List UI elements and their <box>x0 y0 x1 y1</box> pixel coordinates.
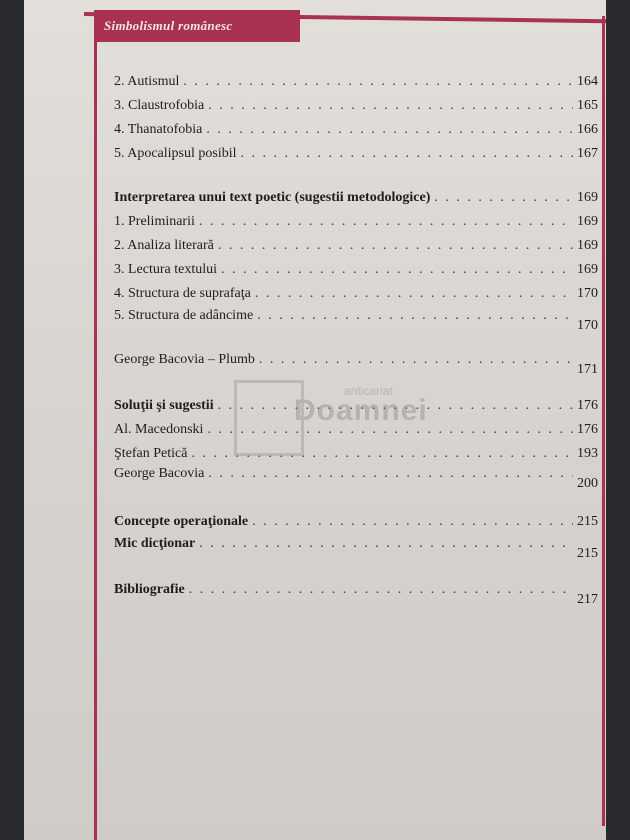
toc-entry <box>114 122 598 138</box>
toc-entry-title: Soluţii şi sugestii <box>114 398 214 413</box>
toc-entry-title: 4. Structura de suprafaţa <box>114 286 251 301</box>
toc-entry <box>114 514 598 530</box>
toc-entry <box>114 536 598 561</box>
toc-entry <box>114 190 598 206</box>
toc-page-number: 165 <box>577 98 598 113</box>
toc-entry-line <box>114 536 598 561</box>
toc-entry-line <box>114 122 598 138</box>
toc-entry <box>114 98 598 114</box>
toc-page-number: 215 <box>577 514 598 529</box>
toc-dot-leader <box>257 308 573 324</box>
toc-entry-title: 5. Apocalipsul posibil <box>114 146 237 161</box>
toc-page-number: 215 <box>577 546 598 561</box>
toc-page-number: 176 <box>577 422 598 437</box>
toc-entry <box>114 262 598 278</box>
toc-dot-leader <box>206 122 573 138</box>
toc-entry <box>114 238 598 254</box>
toc-entry-title: Concepte operaţionale <box>114 514 249 529</box>
toc-entry-line <box>114 190 598 206</box>
toc-entry-line <box>114 514 598 530</box>
toc-entry-title: 2. Analiza literară <box>114 238 214 253</box>
toc-entry-line <box>114 582 598 607</box>
toc-page-number: 170 <box>577 318 598 333</box>
toc-page-number: 164 <box>577 74 598 89</box>
toc-entry-title: 1. Preliminarii <box>114 214 195 229</box>
toc-entry-title: 5. Structura de adâncime <box>114 308 254 323</box>
toc-page-number: 169 <box>577 214 598 229</box>
toc-entry <box>114 146 598 162</box>
toc-entry-title: Interpretarea unui text poetic (sugestii metodologice) <box>114 190 431 205</box>
toc-entry-title: Bibliografie <box>114 582 185 597</box>
toc-page-number: 169 <box>577 238 598 253</box>
toc-entry <box>114 286 598 302</box>
toc-page-number: 193 <box>577 446 598 461</box>
toc-dot-leader <box>189 582 573 598</box>
toc-dot-leader <box>255 286 573 302</box>
toc-dot-leader <box>259 352 573 368</box>
toc-entry-line <box>114 308 598 333</box>
toc-dot-leader <box>208 466 573 482</box>
toc-page-number: 170 <box>577 286 598 301</box>
toc-entry-title: 3. Lectura textului <box>114 262 218 277</box>
toc-dot-leader <box>218 238 573 254</box>
running-header-title: Simbolismul românesc <box>104 18 233 33</box>
frame-left-rule <box>94 42 97 840</box>
watermark-big-text: Doamnei <box>294 394 428 427</box>
toc-entry-line <box>114 98 598 114</box>
toc-dot-leader <box>208 98 573 114</box>
toc-entry-title: George Bacovia – Plumb <box>114 352 255 367</box>
toc-entry-line <box>114 262 598 278</box>
toc-dot-leader <box>199 214 573 230</box>
toc-entry-line <box>114 214 598 230</box>
running-header <box>94 10 300 42</box>
toc-page-number: 200 <box>577 476 598 491</box>
toc-dot-leader <box>199 536 573 552</box>
toc-entry-title: Ştefan Petică <box>114 446 188 461</box>
toc-entry <box>114 214 598 230</box>
book-page <box>24 0 606 840</box>
toc-entry-line <box>114 352 598 377</box>
toc-entry <box>114 308 598 333</box>
toc-entry-title: Al. Macedonski <box>114 422 204 437</box>
toc-dot-leader <box>221 262 573 278</box>
toc-entry-line <box>114 286 598 302</box>
toc-entry-title: 3. Claustrofobia <box>114 98 205 113</box>
toc-entry-line <box>114 466 598 491</box>
toc-page-number: 171 <box>577 362 598 377</box>
toc-entry-title: 2. Autismul <box>114 74 180 89</box>
watermark-small-text: anticariat <box>344 384 393 398</box>
toc-entry <box>114 466 598 491</box>
toc-page-number: 169 <box>577 190 598 205</box>
toc-entry <box>114 582 598 607</box>
frame-right-rule <box>602 16 605 826</box>
toc-dot-leader <box>252 514 573 530</box>
toc-entry <box>114 352 598 377</box>
toc-page-number: 167 <box>577 146 598 161</box>
toc-dot-leader <box>183 74 573 90</box>
toc-page-number: 166 <box>577 122 598 137</box>
toc-page-number: 169 <box>577 262 598 277</box>
toc-entry-line <box>114 238 598 254</box>
toc-dot-leader <box>241 146 574 162</box>
toc-dot-leader <box>434 190 573 206</box>
toc-entry-title: 4. Thanatofobia <box>114 122 203 137</box>
toc-entry-title: George Bacovia <box>114 466 205 481</box>
toc-entry-title: Mic dicţionar <box>114 536 196 551</box>
watermark <box>234 380 428 460</box>
toc-entry-line <box>114 74 598 90</box>
toc-entry-line <box>114 146 598 162</box>
toc-page-number: 176 <box>577 398 598 413</box>
toc-page-number: 217 <box>577 592 598 607</box>
toc-entry <box>114 74 598 90</box>
